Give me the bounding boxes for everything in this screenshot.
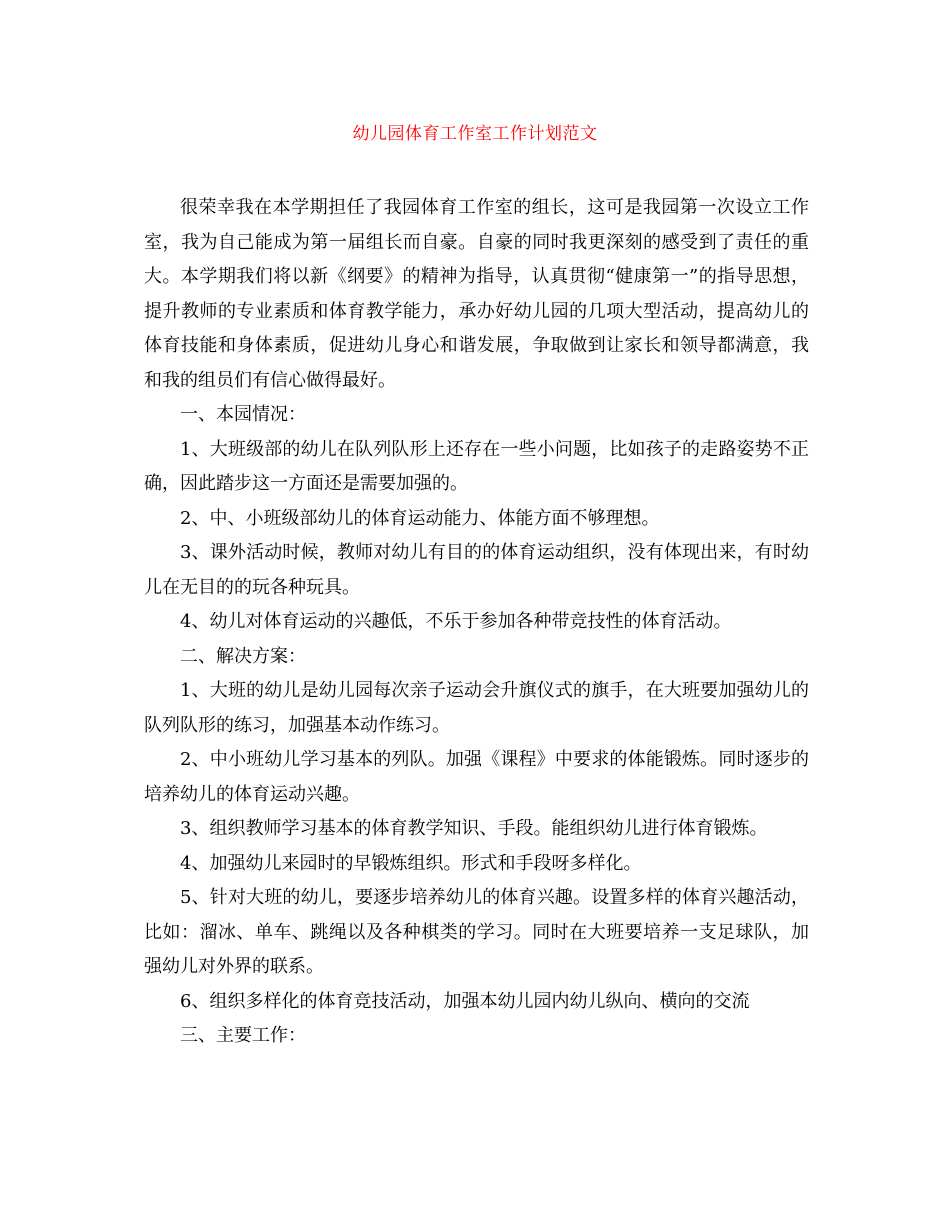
situation-item-4: 4、幼儿对体育运动的兴趣低，不乐于参加各种带竞技性的体育活动。 [180,611,732,632]
solution-item-1: 1、大班的幼儿是幼儿园每次亲子运动会升旗仪式的旗手，在大班要加强幼儿的队列队形的练习，加强基本动作练习。 [144,680,809,736]
situation-item-3: 3、课外活动时候，教师对幼儿有目的的体育运动组织，没有体现出来，有时幼儿在无目的的玩各种玩具。 [144,542,809,598]
solution-item-6: 6、组织多样化的体育竞技活动，加强本幼儿园内幼儿纵向、横向的交流 [180,990,750,1012]
situation-item-1: 1、大班级部的幼儿在队列队形上还存在一些小问题，比如孩子的走路姿势不正确，因此踏步这一方面还是需要加强的。 [144,438,809,494]
section-heading-main-work: 三、主要工作： [180,1025,306,1046]
solution-item-3: 3、组织教师学习基本的体育教学知识、手段。能组织幼儿进行体育锻炼。 [180,818,768,839]
document-body [144,191,809,1054]
solution-item-2: 2、中小班幼儿学习基本的列队。加强《课程》中要求的体能锻炼。同时逐步的培养幼儿的体育运动兴趣。 [144,749,809,805]
situation-item-2: 2、中、小班级部幼儿的体育运动能力、体能方面不够理想。 [180,507,660,529]
intro-paragraph: 很荣幸我在本学期担任了我园体育工作室的组长，这可是我园第一次设立工作室，我为自己能成为第一届组长而自豪。自豪的同时我更深刻的感受到了责任的重大。本学期我们将以新《纲要》的精神为指导，认真贯彻“健康第一”的指导思想，提升教师的专业素质和体育教学能力，承办好幼儿园的几项大型活动，提高幼儿的体育技能和身体素质，促进幼儿身心和谐发展，争取做到让家长和领导都满意，我和我的组员们有信心做得最好。 [144,197,809,391]
section-heading-solutions: 二、解决方案： [180,645,306,667]
solution-item-4: 4、加强幼儿来园时的早锻炼组织。形式和手段呀多样化。 [180,852,642,874]
section-heading-current-situation: 一、本园情况： [180,404,306,425]
document-title: 幼儿园体育工作室工作计划范文 [352,124,598,144]
solution-item-5: 5、针对大班的幼儿，要逐步培养幼儿的体育兴趣。设置多样的体育兴趣活动，比如：溜冰、单车、跳绳以及各种棋类的学习。同时在大班要培养一支足球队，加强幼儿对外界的联系。 [144,887,809,977]
